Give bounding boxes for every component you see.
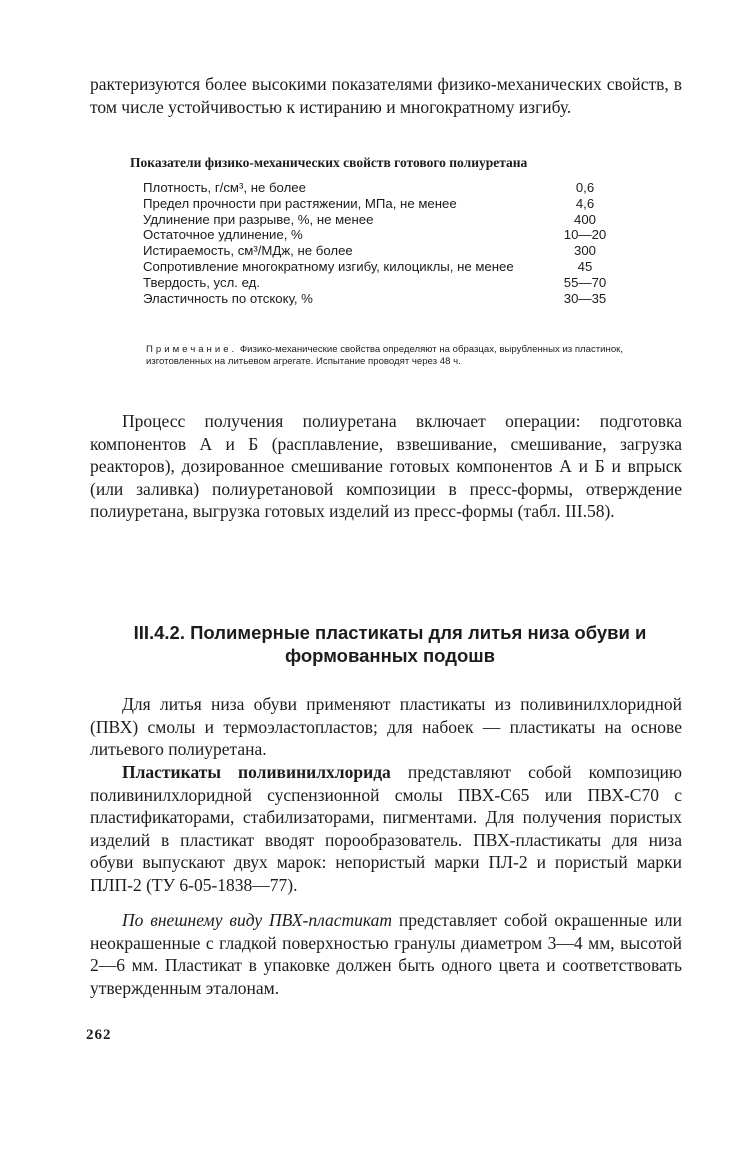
intro-paragraph: рактеризуются более высокими показателями физико-механических свойств, в том числе устойчивостью к истиранию и многократному изгибу.: [90, 74, 682, 117]
property-value: 55—70: [563, 274, 607, 290]
property-name: Остаточное удлинение, %: [143, 227, 303, 243]
paragraph-view: [90, 909, 682, 999]
page-number: 262: [86, 1027, 112, 1043]
properties-table: [143, 180, 625, 306]
property-name: Сопротивление многократному изгибу, килоциклы, не менее: [143, 258, 514, 274]
term-appearance: По внешнему виду ПВХ-пластикат: [122, 910, 393, 930]
property-name: Удлинение при разрыве, %, не менее: [143, 211, 374, 227]
table-row: [143, 291, 625, 307]
table-row: [143, 180, 625, 196]
property-name: Твердость, усл. ед.: [143, 274, 261, 290]
note-label: Примечание.: [146, 344, 238, 355]
table-title: Показатели физико-механических свойств готового полиуретана: [130, 155, 528, 170]
property-value: 10—20: [563, 227, 607, 243]
section-heading: III.4.2. Полимерные пластикаты для литья низа обуви и формованных подошв: [133, 622, 647, 666]
property-name: Эластичность по отскоку, %: [143, 290, 313, 306]
table-row: [143, 259, 625, 275]
property-value: 30—35: [563, 290, 607, 306]
term-pvc-plastics: Пластикаты поливинилхлорида: [122, 762, 391, 782]
paragraph-pvc-text: представляют собой композицию поливинилхлоридной суспензионной смолы ПВХ-С65 или ПВХ-С70 с пластификаторами, стабилизаторами, пигментами. Для получения пористых изделий в пластикат вводят порообразователь. ПВХ-пластикаты для низа обуви выпускают двух марок: непористый марки ПЛ-2 и пористый марки ПЛП-2 (ТУ 6-05-1838—77).: [90, 762, 682, 895]
property-value: 4,6: [575, 195, 595, 211]
table-row: [143, 212, 625, 228]
property-value: 400: [573, 211, 596, 227]
property-value: 0,6: [575, 180, 595, 195]
paragraph-view-text: представляет собой окрашенные или неокрашенные с гладкой поверхностью гранулы диаметром 3—4 мм, высотой 2—6 мм. Пластикат в упаковке должен быть одного цвета и соответствовать утвержденным эталонам.: [90, 910, 683, 998]
property-name: Предел прочности при растяжении, МПа, не менее: [143, 195, 457, 211]
property-value: 45: [577, 258, 593, 274]
note-text: Физико-механические свойства определяют на образцах, вырубленных из пластинок, изготовленных на литьевом агрегате. Испытание проводят через 48 ч.: [146, 344, 624, 367]
property-name: Плотность, г/см³, не более: [143, 180, 306, 195]
paragraph-pvc: [90, 761, 682, 897]
property-name: Истираемость, см³/МДж, не более: [143, 243, 353, 259]
table-row: [143, 227, 625, 243]
property-value: 300: [573, 243, 596, 259]
table-row: [143, 243, 625, 259]
table-row: [143, 275, 625, 291]
process-paragraph: Процесс получения полиуретана включает операции: подготовка компонентов А и Б (расплавление, взвешивание, смешивание, загрузка реакторов), дозированное смешивание готовых компонентов А и Б и впрыск (или заливка) полиуретановой композиции в пресс-формы, отверждение полиуретана, выгрузка готовых изделий из пресс-формы (табл. III.58).: [90, 411, 682, 522]
paragraph-lit: Для литья низа обуви применяют пластикаты из поливинилхлоридной (ПВХ) смолы и термоэластопластов; для набоек — пластикаты на основе литьевого полиуретана.: [90, 694, 682, 760]
table-note: [146, 344, 640, 367]
table-row: [143, 196, 625, 212]
